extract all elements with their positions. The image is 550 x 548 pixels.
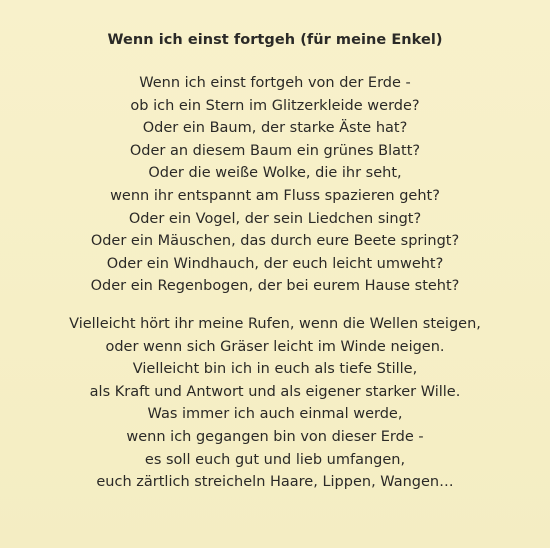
poem-line: wenn ich gegangen bin von dieser Erde - — [126, 428, 424, 445]
poem-line: euch zärtlich streicheln Haare, Lippen, Wangen… — [96, 474, 454, 491]
poem-line: Wenn ich einst fortgeh von der Erde - — [139, 75, 411, 91]
poem-line: wenn ihr entspannt am Fluss spazieren geht? — [110, 187, 440, 204]
poem-line: es soll euch gut und lieb umfangen, — [144, 451, 406, 468]
poem-line: Oder ein Vogel, der sein Liedchen singt? — [128, 210, 422, 227]
poem-line: als Kraft und Antwort und als eigener starker Wille. — [89, 383, 461, 400]
poem-line: ob ich ein Stern im Glitzerkleide werde? — [130, 97, 420, 114]
poem-line: Oder an diesem Baum ein grünes Blatt? — [129, 142, 421, 159]
stanza-1 — [0, 72, 550, 298]
poem-line: Oder die weiße Wolke, die ihr seht, — [148, 165, 402, 182]
poem-line: Vielleicht hört ihr meine Rufen, wenn die Wellen steigen, — [69, 316, 481, 332]
poem-line: Vielleicht bin ich in euch als tiefe Stille, — [132, 361, 418, 378]
poem-line: Oder ein Regenbogen, der bei eurem Hause steht? — [90, 278, 460, 295]
poem-line: Oder ein Baum, der starke Äste hat? — [142, 120, 408, 137]
poem-line: Oder ein Windhauch, der euch leicht umweht? — [106, 255, 444, 272]
poem-line: Oder ein Mäuschen, das durch eure Beete springt? — [90, 233, 460, 250]
poem-title: Wenn ich einst fortgeh (für meine Enkel) — [107, 32, 443, 48]
poem-line: Was immer ich auch einmal werde, — [147, 406, 403, 423]
poem-line: oder wenn sich Gräser leicht im Winde neigen. — [105, 338, 445, 355]
stanza-2 — [0, 313, 550, 494]
